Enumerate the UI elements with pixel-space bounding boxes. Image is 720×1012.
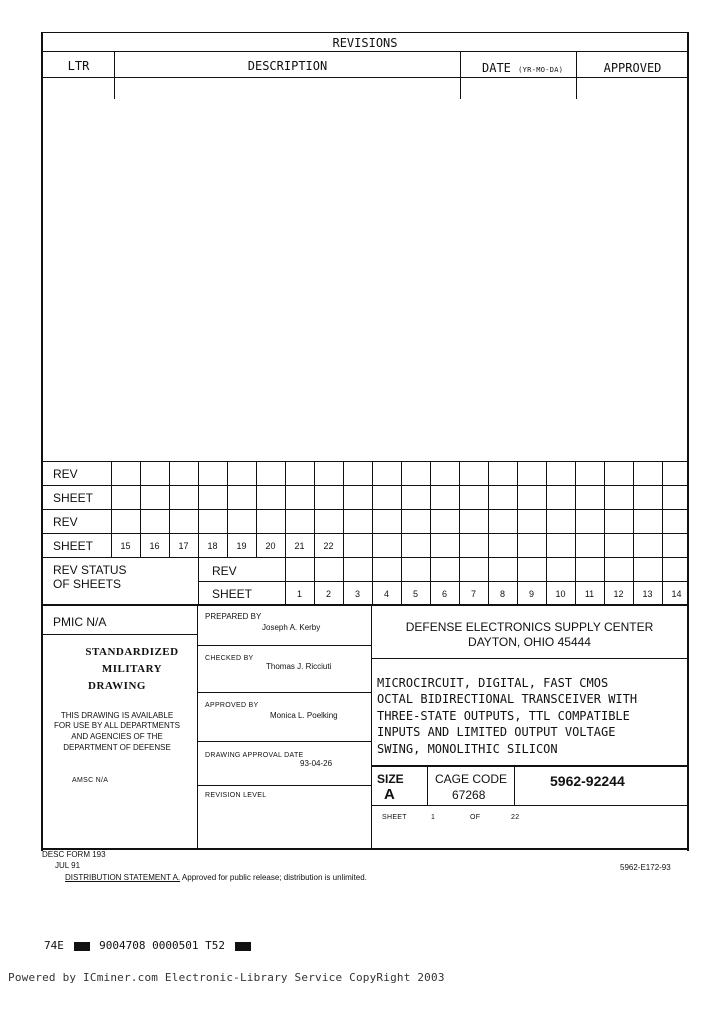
upper-sheet-number: 16 [149,541,160,551]
size-value: A [384,786,395,803]
drawing-title-line-1: MICROCIRCUIT, DIGITAL, FAST CMOS [377,676,609,690]
revisions-col-sep-1 [114,51,115,99]
revisions-col-approved: APPROVED [603,61,662,75]
drawing-title-line-4: INPUTS AND LIMITED OUTPUT VOLTAGE [377,725,616,739]
form-number-line-2: JUL 91 [55,861,81,870]
cage-code-label: CAGE CODE [435,772,508,786]
grid-rev-label-1: REV [53,467,78,481]
approval-date-label: DRAWING APPROVAL DATE [205,752,304,759]
prepared-by-label: PREPARED BY [205,612,262,621]
grid-upper-vline-10 [401,461,402,557]
availability-line-4: DEPARTMENT OF DEFENSE [63,743,171,752]
upper-sheet-number: 15 [120,541,131,551]
grid-upper-vline-3 [198,461,199,604]
checked-by-label: CHECKED BY [205,655,254,662]
amsc-label: AMSC N/A [72,777,109,784]
of-value: 22 [511,814,520,821]
size-cage-sep [427,765,428,805]
revisions-title: REVISIONS [332,36,398,50]
upper-sheet-number: 20 [265,541,276,551]
sig-divider-2 [197,692,371,693]
smd-title-2: MILITARY [101,663,163,675]
grid-sheet-label-1: SHEET [53,491,94,505]
revisions-col-date-label: DATE [482,61,511,75]
lower-sheet-number: 14 [671,589,682,599]
upper-sheet-number: 19 [236,541,247,551]
upper-sheet-number: 22 [323,541,334,551]
grid-upper-vline-15 [546,461,547,557]
lower-sheet-number: 12 [613,589,624,599]
checked-by-name: Thomas J. Ricciuti [266,662,332,671]
smd-title-1: STANDARDIZED [85,646,179,658]
upper-sheet-number: 17 [178,541,189,551]
grid-upper-vline-8 [343,461,344,557]
form-number-line-1: DESC FORM 193 [42,850,106,859]
pmic-divider [42,634,198,635]
frame-right-line [687,32,689,851]
sheet-value: 1 [431,814,436,821]
frame-bottom-line [42,848,689,850]
approval-date-value: 93-04-26 [300,759,333,768]
grid-rev-label-2: REV [53,515,78,529]
lower-sheet-number: 2 [325,589,331,599]
title-divider [371,765,688,767]
prepared-by-name: Joseph A. Kerby [262,623,321,632]
availability-line-3: AND AGENCIES OF THE [71,732,163,741]
grid-line-7 [42,604,688,606]
drawing-title-line-3: THREE-STATE OUTPUTS, TTL COMPATIBLE [377,709,630,723]
agency-line-1: DEFENSE ELECTRONICS SUPPLY CENTER [405,620,654,634]
sheet-label: SHEET [382,814,407,821]
distribution-statement [65,873,367,882]
grid-upper-vline-16 [575,461,576,557]
sig-divider-1 [197,645,371,646]
lower-sheet-number: 9 [528,589,534,599]
availability-line-2: FOR USE BY ALL DEPARTMENTS [54,721,180,730]
distribution-statement-label: DISTRIBUTION STATEMENT A. [65,873,181,882]
grid-line-5 [42,557,688,558]
barcode-prefix: 74E [44,939,64,952]
lower-sheet-number: 11 [584,589,595,599]
barcode-mid: 9004708 0000501 T52 [99,939,225,952]
of-label: OF [470,814,481,821]
size-label: SIZE [377,772,404,786]
grid-rev-label-3: REV [212,564,237,578]
lower-sheet-number: 10 [555,589,566,599]
grid-upper-vline-19 [662,461,663,557]
cage-code-value: 67268 [452,788,486,802]
sig-left-line [197,604,198,849]
grid-upper-vline-9 [372,461,373,557]
barcode-block-icon [235,942,251,951]
grid-upper-vline-17 [604,461,605,557]
grid-sheet-label-2: SHEET [53,539,94,553]
lower-sheet-number: 4 [383,589,389,599]
lower-sheet-number: 5 [412,589,418,599]
form-code: 5962-E172-93 [620,863,671,872]
grid-line-4 [42,533,688,534]
lower-sheet-number: 1 [296,589,302,599]
revisions-col-sep-3 [576,51,577,99]
lower-sheet-number: 8 [499,589,505,599]
lower-sheet-number: 6 [441,589,447,599]
rev-status-title-1: REV STATUS [53,563,127,577]
grid-upper-vline-13 [488,461,489,557]
lower-sheet-number: 3 [354,589,360,599]
grid-upper-vline-12 [459,461,460,557]
pmic-label: PMIC N/A [53,615,107,629]
revisions-header-divider [42,77,688,78]
lower-sheet-number: 13 [642,589,653,599]
barcode-line [44,939,251,952]
upper-sheet-number: 21 [294,541,305,551]
cage-dwg-sep [514,765,515,805]
grid-line-1 [42,461,688,462]
approved-by-label: APPROVED BY [205,702,259,709]
grid-line-3 [42,509,688,510]
revisions-col-description: DESCRIPTION [247,59,328,73]
frame-top-line [42,32,689,33]
id-divider [371,805,688,806]
agency-divider [371,658,688,659]
grid-line-2 [42,485,688,486]
powered-by-text: Powered by ICminer.com Electronic-Library Service CopyRight 2003 [8,971,445,984]
revision-level-label: REVISION LEVEL [205,792,267,799]
smd-title-3: DRAWING [88,680,146,692]
availability-line-1: THIS DRAWING IS AVAILABLE [60,711,174,720]
grid-upper-vline-18 [633,461,634,557]
drawing-title-line-5: SWING, MONOLITHIC SILICON [377,742,558,756]
drawing-title-line-2: OCTAL BIDIRECTIONAL TRANSCEIVER WITH [377,692,638,706]
grid-line-6 [198,581,688,582]
lower-sheet-number: 7 [470,589,476,599]
barcode-block-icon [74,942,90,951]
revisions-title-divider [42,51,688,52]
grid-sheet-label-3: SHEET [212,587,253,601]
revisions-col-sep-2 [460,51,461,99]
sig-divider-4 [197,785,371,786]
grid-upper-vline-11 [430,461,431,557]
distribution-statement-text: Approved for public release; distribution is unlimited. [180,873,367,882]
sig-divider-3 [197,741,371,742]
revisions-col-date [482,61,563,75]
revisions-col-date-format: (YR-MO-DA) [518,66,564,74]
agency-line-2: DAYTON, OHIO 45444 [468,635,591,649]
drawing-number: 5962-92244 [550,773,625,789]
grid-upper-vline-14 [517,461,518,557]
approved-by-name: Monica L. Poelking [270,711,338,720]
revisions-col-ltr: LTR [67,59,90,73]
upper-sheet-number: 18 [207,541,218,551]
rev-status-title-2: OF SHEETS [53,577,122,591]
